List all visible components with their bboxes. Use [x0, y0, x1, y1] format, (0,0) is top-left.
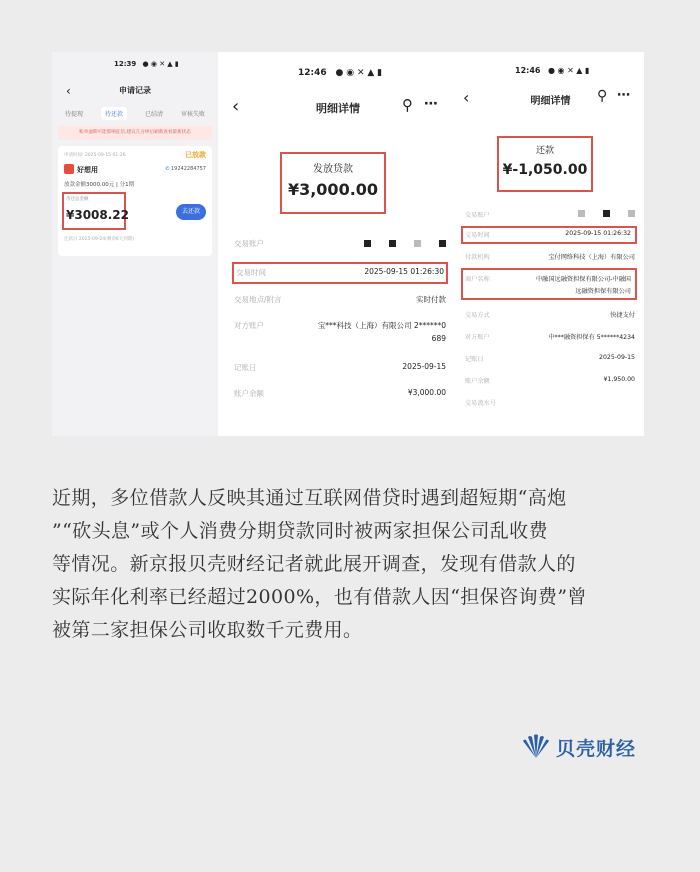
brand-logo-icon [64, 164, 74, 174]
due-note: 还款日 2025-09-24(剩余6天到期) [64, 237, 134, 242]
row-value: 中***融资担保有 5******4234 [548, 334, 635, 341]
notice-banner: 账单逾期可能影响征信,建议几分钟后刷新查看最新状态 [58, 126, 212, 140]
row-value: 2025-09-15 [402, 362, 446, 371]
status-time: 12:46 [298, 68, 327, 78]
account-masked [346, 238, 446, 247]
row-value: 宝付网络科技（上海）有限公司 [548, 254, 635, 261]
transaction-amount: ¥-1,050.00 [502, 162, 588, 178]
row-label: 交易账户 [234, 239, 264, 248]
detail-row [234, 238, 446, 250]
row-value: 2025-09-15 01:26:30 [364, 267, 444, 276]
row-value: 2025-09-15 [599, 354, 635, 361]
amount-highlight-box [497, 136, 593, 192]
brand-name: 好想用 [77, 166, 98, 174]
shell-logo-icon [520, 734, 552, 760]
status-icons: ● ◉ ✕ ▲ ▮ [335, 68, 383, 78]
row-label: 对方账户 [465, 334, 490, 341]
transaction-amount: ¥3,000.00 [287, 180, 379, 199]
status-time: 12:46 [515, 66, 541, 75]
status-bar [515, 66, 589, 75]
phone-screenshot-disbursement-detail [220, 52, 456, 436]
amount-highlight-box [280, 152, 386, 214]
detail-row [465, 274, 631, 284]
status-badge: 已放款 [185, 151, 206, 159]
row-value: 远融资担保有限公司 [575, 288, 631, 295]
row-label: 交易账户 [465, 212, 490, 219]
search-icon[interactable]: ⚲ [597, 88, 608, 104]
row-value: 中融国远融资担保有限公司-中融国 [535, 276, 631, 283]
logo-text: 贝壳财经 [556, 737, 637, 760]
status-icons: ● ◉ ✕ ▲ ▮ [548, 66, 590, 75]
detail-row [234, 334, 446, 346]
back-icon[interactable]: ‹ [232, 96, 240, 117]
repay-button[interactable]: 去还款 [176, 204, 206, 220]
tab-settled[interactable]: 已结清 [144, 110, 163, 118]
detail-row [234, 362, 446, 374]
row-label: 账户余额 [465, 378, 490, 385]
article-line: 近期，多位借款人反映其通过互联网借贷时遇到超短期“高炮 [52, 487, 567, 509]
status-bar [298, 68, 382, 78]
row-label: 付款机构 [465, 254, 490, 261]
row-label: 交易时间 [236, 268, 266, 277]
loan-card [58, 146, 212, 256]
tab-pending-withdraw[interactable]: 待提现 [64, 110, 83, 118]
page-title: 明细详情 [316, 102, 360, 115]
search-icon[interactable]: ⚲ [402, 96, 413, 114]
detail-row [465, 230, 631, 240]
row-label: 商户名称 [465, 276, 490, 283]
screenshot-collage [52, 52, 644, 436]
more-icon[interactable]: ⋯ [424, 96, 438, 112]
contact-phone[interactable] [165, 166, 206, 172]
page-title: 申请记录 [119, 86, 151, 95]
row-label: 交易地点/附言 [234, 295, 282, 304]
row-label: 交易流水号 [465, 400, 496, 407]
account-masked [560, 210, 635, 218]
back-icon[interactable]: ‹ [66, 84, 71, 98]
detail-row [465, 332, 635, 342]
article-line: 实际年化利率已经超过2000%，也有借款人因“担保咨询费”曾 [52, 586, 587, 608]
status-icons: ● ◉ ✕ ▲ ▮ [142, 60, 179, 68]
due-label: 待还总金额 [66, 197, 89, 202]
brand-logo [520, 734, 636, 760]
phone-screenshot-repayment-detail [457, 52, 644, 436]
article-line: ”“砍头息”或个人消费分期贷款同时被两家担保公司乱收费 [52, 520, 548, 542]
row-label: 交易时间 [465, 232, 490, 239]
row-value: 689 [431, 334, 446, 343]
row-label: 对方账户 [234, 321, 264, 330]
application-date: 申请时间: 2025-09-15 01:26 [64, 153, 126, 158]
page-title: 明细详情 [530, 96, 571, 107]
phone-screenshot-application-record [52, 52, 218, 436]
more-icon[interactable]: ⋯ [617, 88, 630, 103]
article-line: 等情况。新京报贝壳财经记者就此展开调查，发现有借款人的 [52, 553, 576, 575]
due-amount: ¥3008.22 [66, 208, 130, 222]
loan-info: 放款金额3000.00元 | 分1期 [64, 182, 135, 188]
tab-bar [56, 106, 214, 120]
detail-row [234, 294, 446, 306]
detail-row [236, 267, 444, 279]
detail-row [465, 286, 631, 296]
row-label: 记账日 [465, 356, 484, 363]
due-highlight-box [62, 192, 130, 230]
article-paragraph [52, 482, 648, 647]
row-value: ¥3,000.00 [407, 388, 446, 397]
detail-row [465, 252, 635, 262]
row-label: 账户余额 [234, 389, 264, 398]
row-value: 2025-09-15 01:26:32 [565, 230, 631, 237]
back-icon[interactable]: ‹ [463, 88, 470, 107]
row-label: 记账日 [234, 363, 257, 372]
row-value: 实时付款 [416, 295, 446, 304]
status-bar [114, 60, 179, 68]
row-value: 宝***科技（上海）有限公司 2******0 [317, 321, 446, 330]
row-value: ¥1,950.00 [603, 376, 635, 383]
detail-row [234, 320, 446, 332]
status-time: 12:39 [114, 60, 137, 68]
row-label: 交易方式 [465, 312, 490, 319]
phone-icon: ✆ [165, 166, 170, 172]
detail-row [234, 388, 446, 400]
detail-row [465, 210, 635, 220]
detail-row [465, 310, 635, 320]
detail-row [465, 398, 635, 408]
article-line: 被第二家担保公司收取数千元费用。 [52, 619, 363, 641]
transaction-kind: 还款 [535, 146, 554, 156]
tab-pending-repay[interactable]: 待还款 [101, 107, 127, 120]
detail-row [465, 354, 635, 364]
detail-row [465, 376, 635, 386]
transaction-kind: 发放贷款 [313, 164, 353, 175]
tab-failed[interactable]: 审核失败 [180, 110, 205, 118]
phone-number: 19242284757 [171, 166, 206, 172]
row-value: 快捷支付 [610, 312, 635, 319]
